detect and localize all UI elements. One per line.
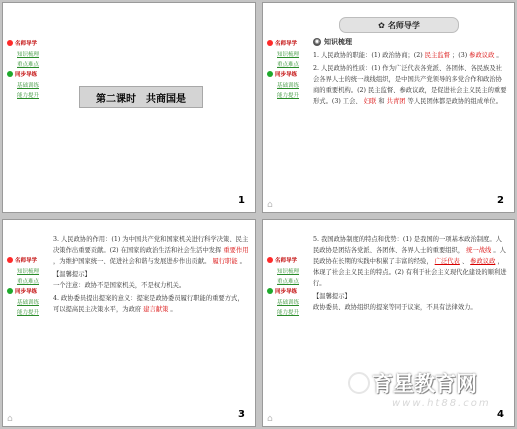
answer: 重要作用	[223, 247, 249, 254]
answer: 履行职能	[212, 258, 238, 265]
bullet-icon	[267, 71, 273, 77]
home-icon[interactable]: ⌂	[7, 414, 13, 424]
slide-title: 第二课时 共商国是	[79, 86, 203, 108]
point-4: 4. 政协委员提出提案的意义：提案是政协委员履行职能的重要方式，可以提高民主决策水平，为政府 建言献策 。	[53, 295, 244, 313]
bullet-icon	[7, 257, 13, 263]
teacher-icon: ✿	[378, 20, 385, 30]
tip-label: 【温馨提示】	[53, 271, 91, 278]
bullet-icon	[267, 257, 273, 263]
point-5: 5. 我国政协制度的特点和优势：(1) 是我国的一项基本政治制度。人民政协是团结各党派、各团体、各界人士的重要组织， 统一战线 。人民政协在长期的实践中积累了丰富的经验， 广泛代表 、 参政议政 ，体现了社会主义民主的特点。(2) 有利于社会主义现代化建设的顺利进行。	[313, 236, 507, 287]
tip-note: 一个注意：政协不是国家机关，不是权力机关。	[53, 282, 186, 289]
bullet-icon	[7, 71, 13, 77]
home-icon[interactable]: ⌂	[267, 200, 273, 210]
slide-nav	[3, 39, 51, 101]
book-icon: ◉	[314, 38, 320, 45]
slide-content	[313, 37, 508, 109]
page-number: 1	[238, 195, 245, 206]
bullet-icon	[267, 288, 273, 294]
page-number: 3	[238, 409, 245, 420]
nav-sub-knowledge[interactable]: 知识梳理	[17, 52, 40, 58]
nav-item-guide[interactable]: 名师导学	[3, 256, 51, 264]
nav-sub-advanced[interactable]: 能力提升	[17, 93, 40, 99]
answer: 共青团	[386, 98, 406, 105]
answer: 建言献策	[143, 306, 169, 313]
answer: 广泛代表	[434, 258, 460, 265]
home-icon[interactable]: ⌂	[267, 414, 273, 424]
watermark-logo-icon	[348, 372, 370, 394]
slide-nav	[263, 256, 311, 318]
answer: 统一战线	[466, 247, 492, 254]
nav-sub-advanced[interactable]: 能力提升	[277, 310, 300, 316]
slide-content	[53, 234, 249, 317]
watermark-brand: 育星教育网	[372, 372, 477, 396]
bullet-icon	[267, 40, 273, 46]
tip-note: 政协委员、政协组织的提案等同于议案，不具有法律效力。	[313, 304, 477, 311]
answer: 参政议政	[470, 258, 496, 265]
nav-sub-basic[interactable]: 基础训练	[277, 83, 300, 89]
point-1: 1. 人民政协的职能：(1) 政治协商；(2) 民主监督 ；(3) 参政议政 。	[313, 52, 503, 59]
nav-sub-advanced[interactable]: 能力提升	[277, 93, 300, 99]
nav-sub-key-points[interactable]: 重点难点	[17, 62, 40, 68]
answer: 民主监督	[424, 52, 450, 59]
nav-sub-knowledge[interactable]: 知识梳理	[277, 269, 300, 275]
nav-item-practice[interactable]: 同步导练	[3, 287, 51, 295]
nav-item-guide[interactable]: 名师导学	[3, 39, 51, 47]
nav-item-practice[interactable]: 同步导练	[263, 70, 311, 78]
nav-sub-basic[interactable]: 基础训练	[17, 300, 40, 306]
section-banner: ✿ 名师导学	[339, 17, 459, 33]
nav-sub-basic[interactable]: 基础训练	[277, 300, 300, 306]
answer: 参政议政	[469, 52, 495, 59]
nav-item-practice[interactable]: 同步导练	[3, 70, 51, 78]
knowledge-heading: ◉ 知识梳理	[314, 38, 352, 46]
nav-sub-knowledge[interactable]: 知识梳理	[277, 52, 300, 58]
nav-sub-key-points[interactable]: 重点难点	[277, 279, 300, 285]
nav-sub-key-points[interactable]: 重点难点	[17, 279, 40, 285]
slide-2[interactable]	[262, 2, 515, 213]
page-number: 4	[497, 409, 504, 420]
slide-3[interactable]	[2, 219, 256, 427]
slide-nav	[263, 39, 311, 101]
nav-sub-knowledge[interactable]: 知识梳理	[17, 269, 40, 275]
nav-item-practice[interactable]: 同步导练	[263, 287, 311, 295]
point-3: 3. 人民政协的作用：(1) 为中国共产党和国家机关进行科学决策、民主决策作出重要贡献。(2) 在国家的政治生活和社会生活中发挥 重要作用 ，为维护国家统一、促进社会和谐与发展进步作出贡献。 履行职能 。	[53, 236, 249, 265]
nav-item-guide[interactable]: 名师导学	[263, 256, 311, 264]
point-2: 2. 人民政协的性质：(1) 作为广泛代表各党派、各团体、各民族及社会各界人士的统一战线组织，是中国共产党领导的多党合作和政治协商的重要机构。(2) 民主监督、参政议政，是促进社会主义民主的重要形式。(3) 工会、 妇联 和 共青团 等人民团体都是政协的组成单位。	[313, 65, 507, 105]
nav-sub-key-points[interactable]: 重点难点	[277, 62, 300, 68]
slide-nav	[3, 256, 51, 318]
nav-item-guide[interactable]: 名师导学	[263, 39, 311, 47]
slide-1[interactable]	[2, 2, 256, 213]
slide-content	[313, 234, 508, 315]
nav-sub-basic[interactable]: 基础训练	[17, 83, 40, 89]
watermark-url: www.ht88.com	[392, 398, 491, 409]
tip-label: 【温馨提示】	[313, 293, 351, 300]
nav-sub-advanced[interactable]: 能力提升	[17, 310, 40, 316]
page-number: 2	[497, 195, 504, 206]
answer: 妇联	[363, 98, 377, 105]
bullet-icon	[7, 40, 13, 46]
bullet-icon	[7, 288, 13, 294]
